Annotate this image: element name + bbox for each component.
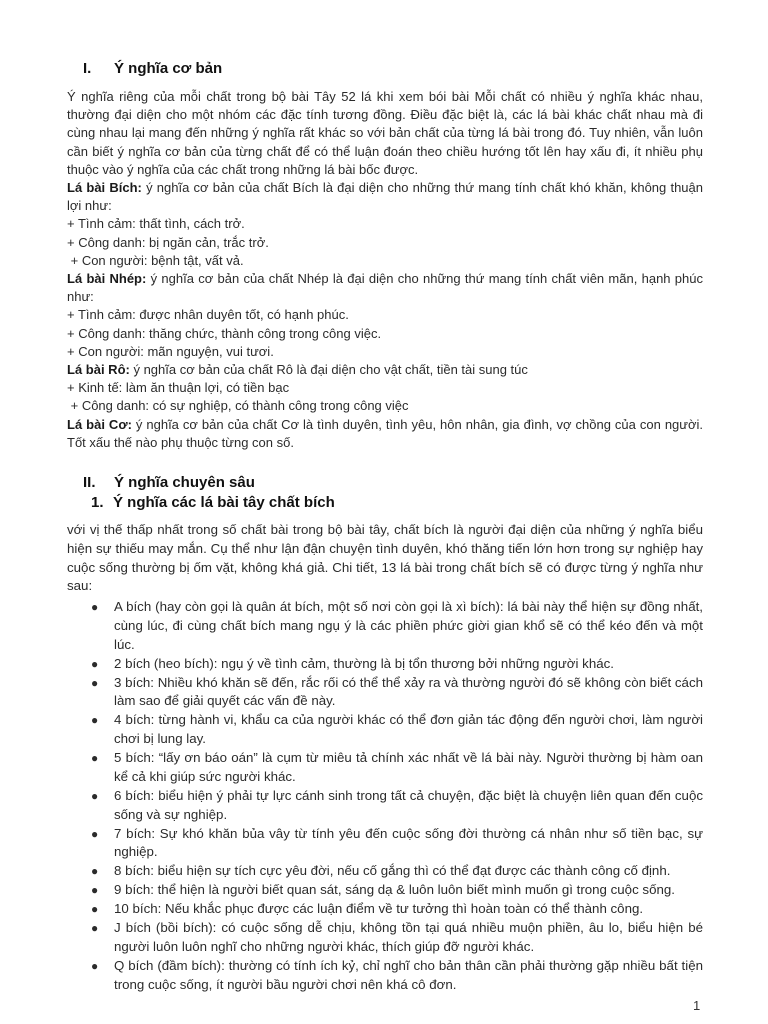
spade-card-list — [91, 598, 703, 995]
subsection-1-number: 1. — [91, 494, 104, 511]
list-item — [91, 825, 703, 863]
list-item — [91, 674, 703, 712]
bullet-icon: ● — [91, 864, 99, 879]
bullet-icon: ● — [91, 713, 99, 728]
list-item-text: 5 bích: “lấy ơn báo oán” là cụm từ miêu tả chính xác nhất về lá bài này. Người thường bị hàm oan kể cả khi giúp sức người khác. — [114, 750, 703, 784]
list-item — [91, 900, 703, 919]
list-item-text: 9 bích: thể hiện là người biết quan sát, sáng dạ & luôn luôn biết mình muốn gì trong cuộc sống. — [114, 882, 675, 898]
nhep-text: ý nghĩa cơ bản của chất Nhép là đại diện cho những thứ mang tính chất viên mãn, hạnh phúc như: — [67, 271, 703, 305]
co-paragraph — [67, 416, 703, 452]
page-number: 1 — [693, 998, 701, 1013]
bullet-icon: ● — [91, 921, 99, 936]
bullet-icon: ● — [91, 600, 99, 614]
section-1-intro: Ý nghĩa riêng của mỗi chất trong bộ bài Tây 52 lá khi xem bói bài Mỗi chất có nhiều ý nghĩa khác nhau, thường đại diện cho một nhóm các đặc tính tương đồng. Điều đặc biệt là, các lá bài khác chất nhau mà đi cùng nhau lại mang đến những ý nghĩa rất khác so với bản chất của từng lá bài trong đó. Tuy nhiên, vẫn luôn cần biết ý nghĩa cơ bản của từng chất để có thể luận đoán theo chiều hướng tốt lên hay xấu đi, ít nhiều phụ thuộc vào ý nghĩa của các chất trong những lá bài bốc được. — [67, 89, 703, 177]
bich-item: + Tình cảm: thất tình, cách trở. — [67, 216, 245, 232]
list-item — [91, 787, 703, 825]
section-2-intro: với vị thế thấp nhất trong số chất bài trong bộ bài tây, chất bích là người đại diện của những ý nghĩa biểu hiện sự thiếu may mắn. Cụ thể như lận đận chuyện tình duyên, khó thăng tiến lớn hơn trong sự nghiệp hay cuộc sống thường bị ốm vặt, không khá giả. Chi tiết, 13 lá bài trong chất bích sẽ có được từng ý nghĩa như sau: — [67, 522, 703, 594]
ro-item: + Kinh tế: làm ăn thuận lợi, có tiền bạc — [67, 380, 290, 396]
list-item — [91, 881, 703, 900]
list-item-text: 10 bích: Nếu khắc phục được các luận điểm về tư tưởng thì hoàn toàn có thể thành công. — [114, 901, 644, 917]
section-2-heading — [83, 474, 255, 491]
bullet-icon: ● — [91, 788, 99, 803]
list-item — [91, 711, 703, 749]
co-text: ý nghĩa cơ bản của chất Cơ là tình duyên, tình yêu, hôn nhân, gia đình, vợ chồng của con người. Tốt xấu thế nào phụ thuộc từng con số. — [67, 416, 704, 450]
ro-item: + Công danh: có sự nghiệp, có thành công trong công việc — [67, 398, 409, 414]
bullet-icon: ● — [91, 675, 99, 690]
bich-item: + Con người: bệnh tật, vất vả. — [67, 252, 244, 268]
nhep-label: Lá bài Nhép: — [67, 271, 147, 287]
section-1-number: I. — [83, 60, 92, 77]
list-item — [91, 598, 703, 654]
ro-paragraph — [67, 361, 703, 379]
list-item-text: 8 bích: biểu hiện sự tích cực yêu đời, nếu cố gắng thì có thể đạt được các thành công cố định. — [114, 863, 671, 879]
list-item-text: 2 bích (heo bích): ngụ ý về tình cảm, thường là bị tổn thương bởi những người khác. — [114, 655, 614, 671]
bullet-icon: ● — [91, 902, 99, 917]
ro-label: Lá bài Rô: — [67, 362, 130, 378]
subsection-1-title: Ý nghĩa các lá bài tây chất bích — [113, 494, 335, 511]
subsection-1-heading — [91, 494, 335, 511]
bich-paragraph — [67, 179, 703, 215]
bich-text: ý nghĩa cơ bản của chất Bích là đại diện cho những thứ mang tính chất khó khăn, không thuận lợi như: — [67, 180, 703, 214]
list-item-text: Q bích (đầm bích): thường có tính ích kỷ, chỉ nghĩ cho bản thân cần phải thường gặp nhiều bất tiện trong cuộc sống, ít người bầu người chơi nên khá cô đơn. — [114, 958, 703, 992]
bullet-icon: ● — [91, 751, 99, 766]
list-item — [91, 749, 703, 787]
list-item-text: 3 bích: Nhiều khó khăn sẽ đến, rắc rối có thể thể xảy ra và thường người đó sẽ không còn biết cách làm sao để giải quyết các vấn đề này. — [114, 674, 703, 709]
list-item — [91, 862, 703, 881]
co-label: Lá bài Cơ: — [67, 416, 132, 432]
section-1-heading — [83, 60, 222, 77]
nhep-paragraph — [67, 270, 703, 306]
list-item-text: 6 bích: biểu hiện ý phải tự lực cánh sinh trong tất cả chuyện, đặc biệt là chuyện liên quan đến cuộc sống và sự nghiệp. — [114, 787, 703, 822]
list-item-text: 7 bích: Sự khó khăn bủa vây từ tính yêu đến cuộc sống đời thường cá nhân như số tiền bạc, sự nghiệp. — [114, 825, 703, 860]
section-1-body — [67, 88, 703, 452]
list-item-text: J bích (bồi bích): có cuộc sống dễ chịu, không tồn tại quá nhiều muộn phiền, âu lo, biểu hiện bé người luôn luôn nghĩ cho những người khác, thích giúp đỡ người khác. — [114, 920, 703, 955]
bich-item: + Công danh: bị ngăn cản, trắc trở. — [67, 234, 269, 250]
list-item-text: A bích (hay còn gọi là quân át bích, một số nơi còn gọi là xì bích): lá bài này thể hiện sự đồng nhất, cùng lúc, đi cùng chất bích mang ngụ ý là các phiền phức giời gian khổ sẽ có thể kéo đến và một lúc. — [114, 599, 703, 652]
bullet-icon: ● — [91, 656, 99, 671]
list-item — [91, 957, 703, 995]
list-item — [91, 919, 703, 957]
nhep-item: + Con người: mãn nguyện, vui tươi. — [67, 343, 274, 359]
section-2-title: Ý nghĩa chuyên sâu — [114, 474, 255, 491]
bullet-icon: ● — [91, 883, 99, 898]
nhep-item: + Tình cảm: được nhân duyên tốt, có hạnh phúc. — [67, 307, 349, 323]
bullet-icon: ● — [91, 959, 99, 974]
nhep-item: + Công danh: thăng chức, thành công trong công việc. — [67, 325, 382, 341]
section-1-title: Ý nghĩa cơ bản — [114, 60, 223, 77]
list-item-text: 4 bích: từng hành vi, khẩu ca của người khác có thể đơn giản tác động đến người chơi, làm người chơi bị lung lay. — [114, 712, 703, 747]
list-item — [91, 655, 703, 674]
section-2-intro-block — [67, 521, 703, 596]
ro-text: ý nghĩa cơ bản của chất Rô là đại diện cho vật chất, tiền tài sung túc — [129, 362, 528, 378]
bullet-icon: ● — [91, 826, 99, 841]
bich-label: Lá bài Bích: — [67, 180, 142, 196]
section-2-number: II. — [83, 474, 96, 491]
